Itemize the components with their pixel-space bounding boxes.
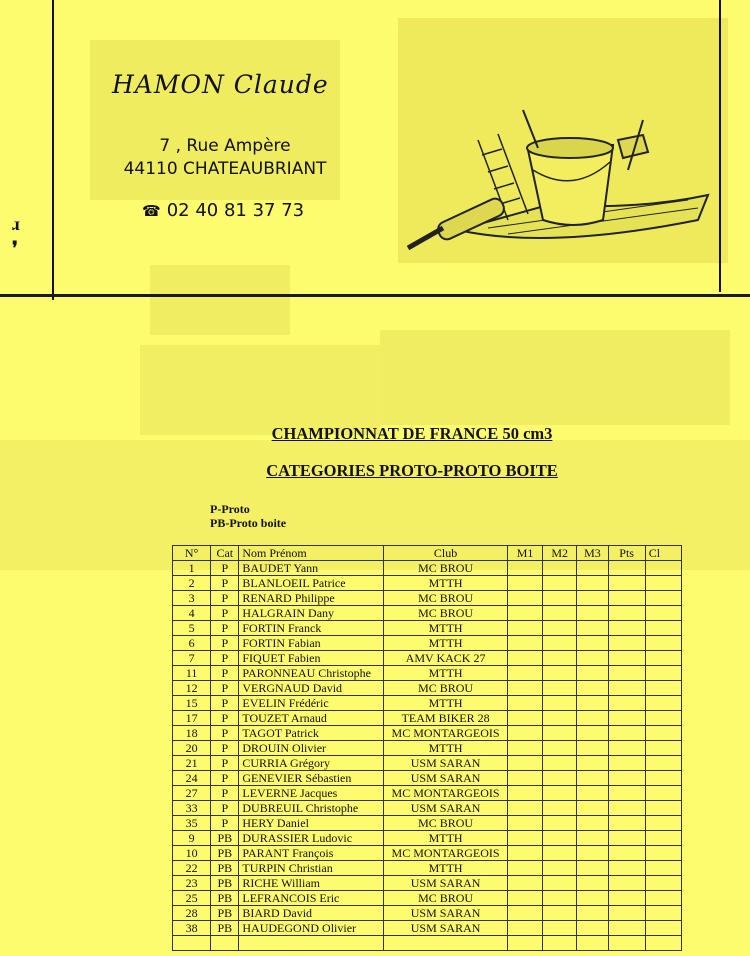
- score-m3-cell: [577, 831, 608, 846]
- entry-number: 2: [173, 576, 211, 591]
- score-m2-cell: [543, 771, 577, 786]
- score-m1-cell: [507, 786, 542, 801]
- score-m1-cell: [507, 606, 542, 621]
- table-row: [173, 651, 682, 666]
- table-row: [173, 846, 682, 861]
- points-cell: [608, 786, 645, 801]
- entry-name: DROUIN Olivier: [239, 741, 384, 756]
- entry-category: P: [211, 606, 239, 621]
- entry-club: MTTH: [384, 636, 508, 651]
- points-cell: [608, 696, 645, 711]
- column-header: Pts: [608, 546, 645, 561]
- entry-club: MC BROU: [384, 891, 508, 906]
- score-m2-cell: [543, 666, 577, 681]
- background-print-through: [150, 265, 290, 335]
- entry-name: LEVERNE Jacques: [239, 786, 384, 801]
- score-m1-cell: [507, 936, 542, 951]
- points-cell: [608, 801, 645, 816]
- ranking-cell: [645, 771, 681, 786]
- points-cell: [608, 681, 645, 696]
- ranking-cell: [645, 726, 681, 741]
- table-row: [173, 576, 682, 591]
- entry-club: MC BROU: [384, 606, 508, 621]
- score-m3-cell: [577, 936, 608, 951]
- points-cell: [608, 711, 645, 726]
- score-m3-cell: [577, 876, 608, 891]
- entry-category: P: [211, 591, 239, 606]
- ranking-cell: [645, 621, 681, 636]
- table-header-row: [173, 546, 682, 561]
- entry-number: 27: [173, 786, 211, 801]
- column-header: Cl: [645, 546, 681, 561]
- score-m1-cell: [507, 891, 542, 906]
- entry-number: 7: [173, 651, 211, 666]
- ranking-cell: [645, 876, 681, 891]
- points-cell: [608, 936, 645, 951]
- entry-category: P: [211, 636, 239, 651]
- column-header: Cat: [211, 546, 239, 561]
- entry-name: BLANLOEIL Patrice: [239, 576, 384, 591]
- ranking-cell: [645, 921, 681, 936]
- ranking-cell: [645, 861, 681, 876]
- score-m1-cell: [507, 801, 542, 816]
- entry-category: P: [211, 576, 239, 591]
- points-cell: [608, 861, 645, 876]
- score-m1-cell: [507, 621, 542, 636]
- score-m2-cell: [543, 696, 577, 711]
- table-row: [173, 921, 682, 936]
- entry-name: FORTIN Fabian: [239, 636, 384, 651]
- score-m2-cell: [543, 621, 577, 636]
- score-m2-cell: [543, 726, 577, 741]
- score-m1-cell: [507, 816, 542, 831]
- score-m3-cell: [577, 621, 608, 636]
- entry-category: PB: [211, 876, 239, 891]
- score-m3-cell: [577, 786, 608, 801]
- table-row: [173, 606, 682, 621]
- score-m2-cell: [543, 861, 577, 876]
- entry-number: 33: [173, 801, 211, 816]
- score-m2-cell: [543, 801, 577, 816]
- points-cell: [608, 591, 645, 606]
- table-row: [173, 816, 682, 831]
- entry-club: MTTH: [384, 861, 508, 876]
- entry-club: USM SARAN: [384, 756, 508, 771]
- ranking-cell: [645, 891, 681, 906]
- score-m2-cell: [543, 636, 577, 651]
- entry-number: 15: [173, 696, 211, 711]
- table-row: [173, 726, 682, 741]
- entry-club: MC BROU: [384, 681, 508, 696]
- entry-name: RICHE William: [239, 876, 384, 891]
- score-m3-cell: [577, 816, 608, 831]
- ranking-cell: [645, 591, 681, 606]
- entry-category: P: [211, 801, 239, 816]
- points-cell: [608, 756, 645, 771]
- score-m3-cell: [577, 861, 608, 876]
- score-m1-cell: [507, 576, 542, 591]
- points-cell: [608, 921, 645, 936]
- entry-name: PARANT François: [239, 846, 384, 861]
- points-cell: [608, 651, 645, 666]
- score-m3-cell: [577, 771, 608, 786]
- table-row: [173, 771, 682, 786]
- entry-name: RENARD Philippe: [239, 591, 384, 606]
- entry-number: 4: [173, 606, 211, 621]
- table-row: [173, 861, 682, 876]
- ranking-cell: [645, 756, 681, 771]
- table-row: [173, 621, 682, 636]
- table-row: [173, 681, 682, 696]
- ranking-cell: [645, 936, 681, 951]
- entry-club: MTTH: [384, 831, 508, 846]
- entry-number: 11: [173, 666, 211, 681]
- score-m1-cell: [507, 651, 542, 666]
- score-m3-cell: [577, 711, 608, 726]
- entry-club: MTTH: [384, 666, 508, 681]
- entry-category: P: [211, 726, 239, 741]
- points-cell: [608, 621, 645, 636]
- score-m2-cell: [543, 891, 577, 906]
- entry-number: 6: [173, 636, 211, 651]
- ranking-cell: [645, 636, 681, 651]
- entry-category: PB: [211, 906, 239, 921]
- ranking-cell: [645, 786, 681, 801]
- score-m3-cell: [577, 846, 608, 861]
- score-m1-cell: [507, 561, 542, 576]
- score-m3-cell: [577, 741, 608, 756]
- entry-category: P: [211, 681, 239, 696]
- score-m3-cell: [577, 921, 608, 936]
- entries-table: [172, 545, 682, 951]
- score-m3-cell: [577, 636, 608, 651]
- table-row: [173, 906, 682, 921]
- paint-bucket-roller-illustration: [398, 100, 728, 260]
- ranking-cell: [645, 816, 681, 831]
- entry-club: MTTH: [384, 621, 508, 636]
- entry-club: MC BROU: [384, 816, 508, 831]
- score-m1-cell: [507, 711, 542, 726]
- score-m2-cell: [543, 921, 577, 936]
- entry-number: 23: [173, 876, 211, 891]
- entry-category: P: [211, 696, 239, 711]
- score-m1-cell: [507, 846, 542, 861]
- points-cell: [608, 876, 645, 891]
- table-row: [173, 786, 682, 801]
- entry-club: USM SARAN: [384, 876, 508, 891]
- entry-club: MC BROU: [384, 561, 508, 576]
- card-phone: [142, 200, 304, 221]
- entry-category: [211, 936, 239, 951]
- entry-number: 12: [173, 681, 211, 696]
- score-m2-cell: [543, 561, 577, 576]
- entry-number: 22: [173, 861, 211, 876]
- entry-name: VERGNAUD David: [239, 681, 384, 696]
- score-m2-cell: [543, 846, 577, 861]
- points-cell: [608, 636, 645, 651]
- score-m1-cell: [507, 681, 542, 696]
- entry-number: 3: [173, 591, 211, 606]
- score-m2-cell: [543, 651, 577, 666]
- ranking-cell: [645, 681, 681, 696]
- score-m1-cell: [507, 636, 542, 651]
- ranking-cell: [645, 846, 681, 861]
- entry-number: 17: [173, 711, 211, 726]
- points-cell: [608, 906, 645, 921]
- entry-name: FIQUET Fabien: [239, 651, 384, 666]
- entry-number: [173, 936, 211, 951]
- entry-name: BAUDET Yann: [239, 561, 384, 576]
- points-cell: [608, 846, 645, 861]
- score-m3-cell: [577, 801, 608, 816]
- points-cell: [608, 576, 645, 591]
- score-m1-cell: [507, 771, 542, 786]
- entry-club: AMV KACK 27: [384, 651, 508, 666]
- score-m1-cell: [507, 756, 542, 771]
- entry-number: 28: [173, 906, 211, 921]
- entry-club: MC MONTARGEOIS: [384, 786, 508, 801]
- ranking-cell: [645, 666, 681, 681]
- legend-line: P-Proto: [210, 502, 250, 516]
- table-row: [173, 711, 682, 726]
- ranking-cell: [645, 651, 681, 666]
- ranking-cell: [645, 561, 681, 576]
- score-m1-cell: [507, 666, 542, 681]
- score-m2-cell: [543, 591, 577, 606]
- legend-line: PB-Proto boite: [210, 516, 287, 530]
- ranking-cell: [645, 576, 681, 591]
- entry-category: PB: [211, 861, 239, 876]
- entry-club: TEAM BIKER 28: [384, 711, 508, 726]
- score-m1-cell: [507, 741, 542, 756]
- column-header: M3: [577, 546, 608, 561]
- table-row: [173, 831, 682, 846]
- points-cell: [608, 666, 645, 681]
- entry-number: 5: [173, 621, 211, 636]
- points-cell: [608, 741, 645, 756]
- score-m3-cell: [577, 561, 608, 576]
- score-m1-cell: [507, 906, 542, 921]
- entry-number: 24: [173, 771, 211, 786]
- score-m1-cell: [507, 831, 542, 846]
- entry-category: P: [211, 756, 239, 771]
- entry-name: TAGOT Patrick: [239, 726, 384, 741]
- table-row: [173, 801, 682, 816]
- score-m2-cell: [543, 876, 577, 891]
- entry-number: 9: [173, 831, 211, 846]
- entry-number: 20: [173, 741, 211, 756]
- score-m3-cell: [577, 891, 608, 906]
- entry-category: P: [211, 666, 239, 681]
- background-print-through: [140, 345, 380, 435]
- entry-club: [384, 936, 508, 951]
- entry-category: PB: [211, 891, 239, 906]
- table-row: [173, 741, 682, 756]
- entry-number: 25: [173, 891, 211, 906]
- table-row: [173, 591, 682, 606]
- entry-name: HALGRAIN Dany: [239, 606, 384, 621]
- entry-club: USM SARAN: [384, 906, 508, 921]
- score-m1-cell: [507, 726, 542, 741]
- score-m2-cell: [543, 756, 577, 771]
- table-row: [173, 876, 682, 891]
- score-m2-cell: [543, 786, 577, 801]
- entry-category: PB: [211, 846, 239, 861]
- ranking-cell: [645, 711, 681, 726]
- score-m2-cell: [543, 936, 577, 951]
- table-row: [173, 756, 682, 771]
- entry-number: 38: [173, 921, 211, 936]
- entry-club: USM SARAN: [384, 921, 508, 936]
- entry-category: P: [211, 561, 239, 576]
- score-m3-cell: [577, 681, 608, 696]
- ranking-cell: [645, 906, 681, 921]
- table-row: [173, 696, 682, 711]
- column-header: Club: [384, 546, 508, 561]
- entry-club: MTTH: [384, 696, 508, 711]
- entry-number: 35: [173, 816, 211, 831]
- column-header: M1: [507, 546, 542, 561]
- entry-number: 1: [173, 561, 211, 576]
- table-row: [173, 561, 682, 576]
- telephone-icon: ☎: [142, 202, 161, 220]
- score-m3-cell: [577, 591, 608, 606]
- score-m3-cell: [577, 666, 608, 681]
- points-cell: [608, 726, 645, 741]
- card-address-line2: 44110 CHATEAUBRIANT: [123, 159, 327, 179]
- ranking-cell: [645, 831, 681, 846]
- score-m2-cell: [543, 741, 577, 756]
- document-title: CHAMPIONNAT DE FRANCE 50 cm3: [271, 424, 553, 443]
- score-m2-cell: [543, 906, 577, 921]
- points-cell: [608, 816, 645, 831]
- ranking-cell: [645, 606, 681, 621]
- entry-club: USM SARAN: [384, 801, 508, 816]
- entry-name: LEFRANCOIS Eric: [239, 891, 384, 906]
- entry-name: DURASSIER Ludovic: [239, 831, 384, 846]
- entry-name: EVELIN Frédéric: [239, 696, 384, 711]
- entry-number: 21: [173, 756, 211, 771]
- score-m3-cell: [577, 726, 608, 741]
- score-m3-cell: [577, 606, 608, 621]
- entry-name: CURRIA Grégory: [239, 756, 384, 771]
- score-m3-cell: [577, 576, 608, 591]
- entry-name: GENEVIER Sébastien: [239, 771, 384, 786]
- ranking-cell: [645, 696, 681, 711]
- entry-category: P: [211, 771, 239, 786]
- score-m2-cell: [543, 711, 577, 726]
- points-cell: [608, 891, 645, 906]
- points-cell: [608, 561, 645, 576]
- background-print-through: [380, 330, 730, 425]
- table-row: [173, 936, 682, 951]
- entry-category: P: [211, 741, 239, 756]
- points-cell: [608, 771, 645, 786]
- table-row: [173, 666, 682, 681]
- card-name: HAMON Claude: [112, 70, 329, 99]
- entry-name: DUBREUIL Christophe: [239, 801, 384, 816]
- entry-club: MTTH: [384, 741, 508, 756]
- entry-name: HERY Daniel: [239, 816, 384, 831]
- score-m1-cell: [507, 861, 542, 876]
- score-m1-cell: [507, 696, 542, 711]
- points-cell: [608, 606, 645, 621]
- entry-category: P: [211, 711, 239, 726]
- score-m2-cell: [543, 831, 577, 846]
- entry-name: TURPIN Christian: [239, 861, 384, 876]
- entry-number: 18: [173, 726, 211, 741]
- entry-club: MC BROU: [384, 591, 508, 606]
- table-row: [173, 891, 682, 906]
- score-m3-cell: [577, 696, 608, 711]
- card-border-left: [52, 0, 54, 300]
- score-m2-cell: [543, 606, 577, 621]
- score-m3-cell: [577, 651, 608, 666]
- score-m3-cell: [577, 906, 608, 921]
- entry-name: BIARD David: [239, 906, 384, 921]
- entry-name: FORTIN Franck: [239, 621, 384, 636]
- score-m2-cell: [543, 576, 577, 591]
- score-m3-cell: [577, 756, 608, 771]
- column-header: N°: [173, 546, 211, 561]
- entry-club: USM SARAN: [384, 771, 508, 786]
- entry-club: MC MONTARGEOIS: [384, 846, 508, 861]
- document-subtitle: CATEGORIES PROTO-PROTO BOITE: [266, 461, 558, 480]
- ranking-cell: [645, 741, 681, 756]
- entry-category: P: [211, 651, 239, 666]
- column-header: M2: [543, 546, 577, 561]
- column-header: Nom Prénom: [239, 546, 384, 561]
- score-m2-cell: [543, 681, 577, 696]
- entry-category: P: [211, 621, 239, 636]
- score-m1-cell: [507, 876, 542, 891]
- category-legend: [210, 502, 286, 530]
- margin-marks: ɹ ❜: [12, 214, 20, 258]
- entry-name: HAUDEGOND Olivier: [239, 921, 384, 936]
- entry-category: P: [211, 786, 239, 801]
- score-m1-cell: [507, 921, 542, 936]
- entry-name: [239, 936, 384, 951]
- entry-category: PB: [211, 831, 239, 846]
- entry-name: PARONNEAU Christophe: [239, 666, 384, 681]
- points-cell: [608, 831, 645, 846]
- score-m2-cell: [543, 816, 577, 831]
- entry-number: 10: [173, 846, 211, 861]
- entry-club: MC MONTARGEOIS: [384, 726, 508, 741]
- table-row: [173, 636, 682, 651]
- score-m1-cell: [507, 591, 542, 606]
- entry-club: MTTH: [384, 576, 508, 591]
- card-border-bottom: [0, 294, 750, 297]
- ranking-cell: [645, 801, 681, 816]
- card-phone-number: 02 40 81 37 73: [166, 200, 305, 221]
- entry-category: P: [211, 816, 239, 831]
- entry-name: TOUZET Arnaud: [239, 711, 384, 726]
- card-address-line1: 7 , Rue Ampère: [159, 136, 291, 156]
- entry-category: PB: [211, 921, 239, 936]
